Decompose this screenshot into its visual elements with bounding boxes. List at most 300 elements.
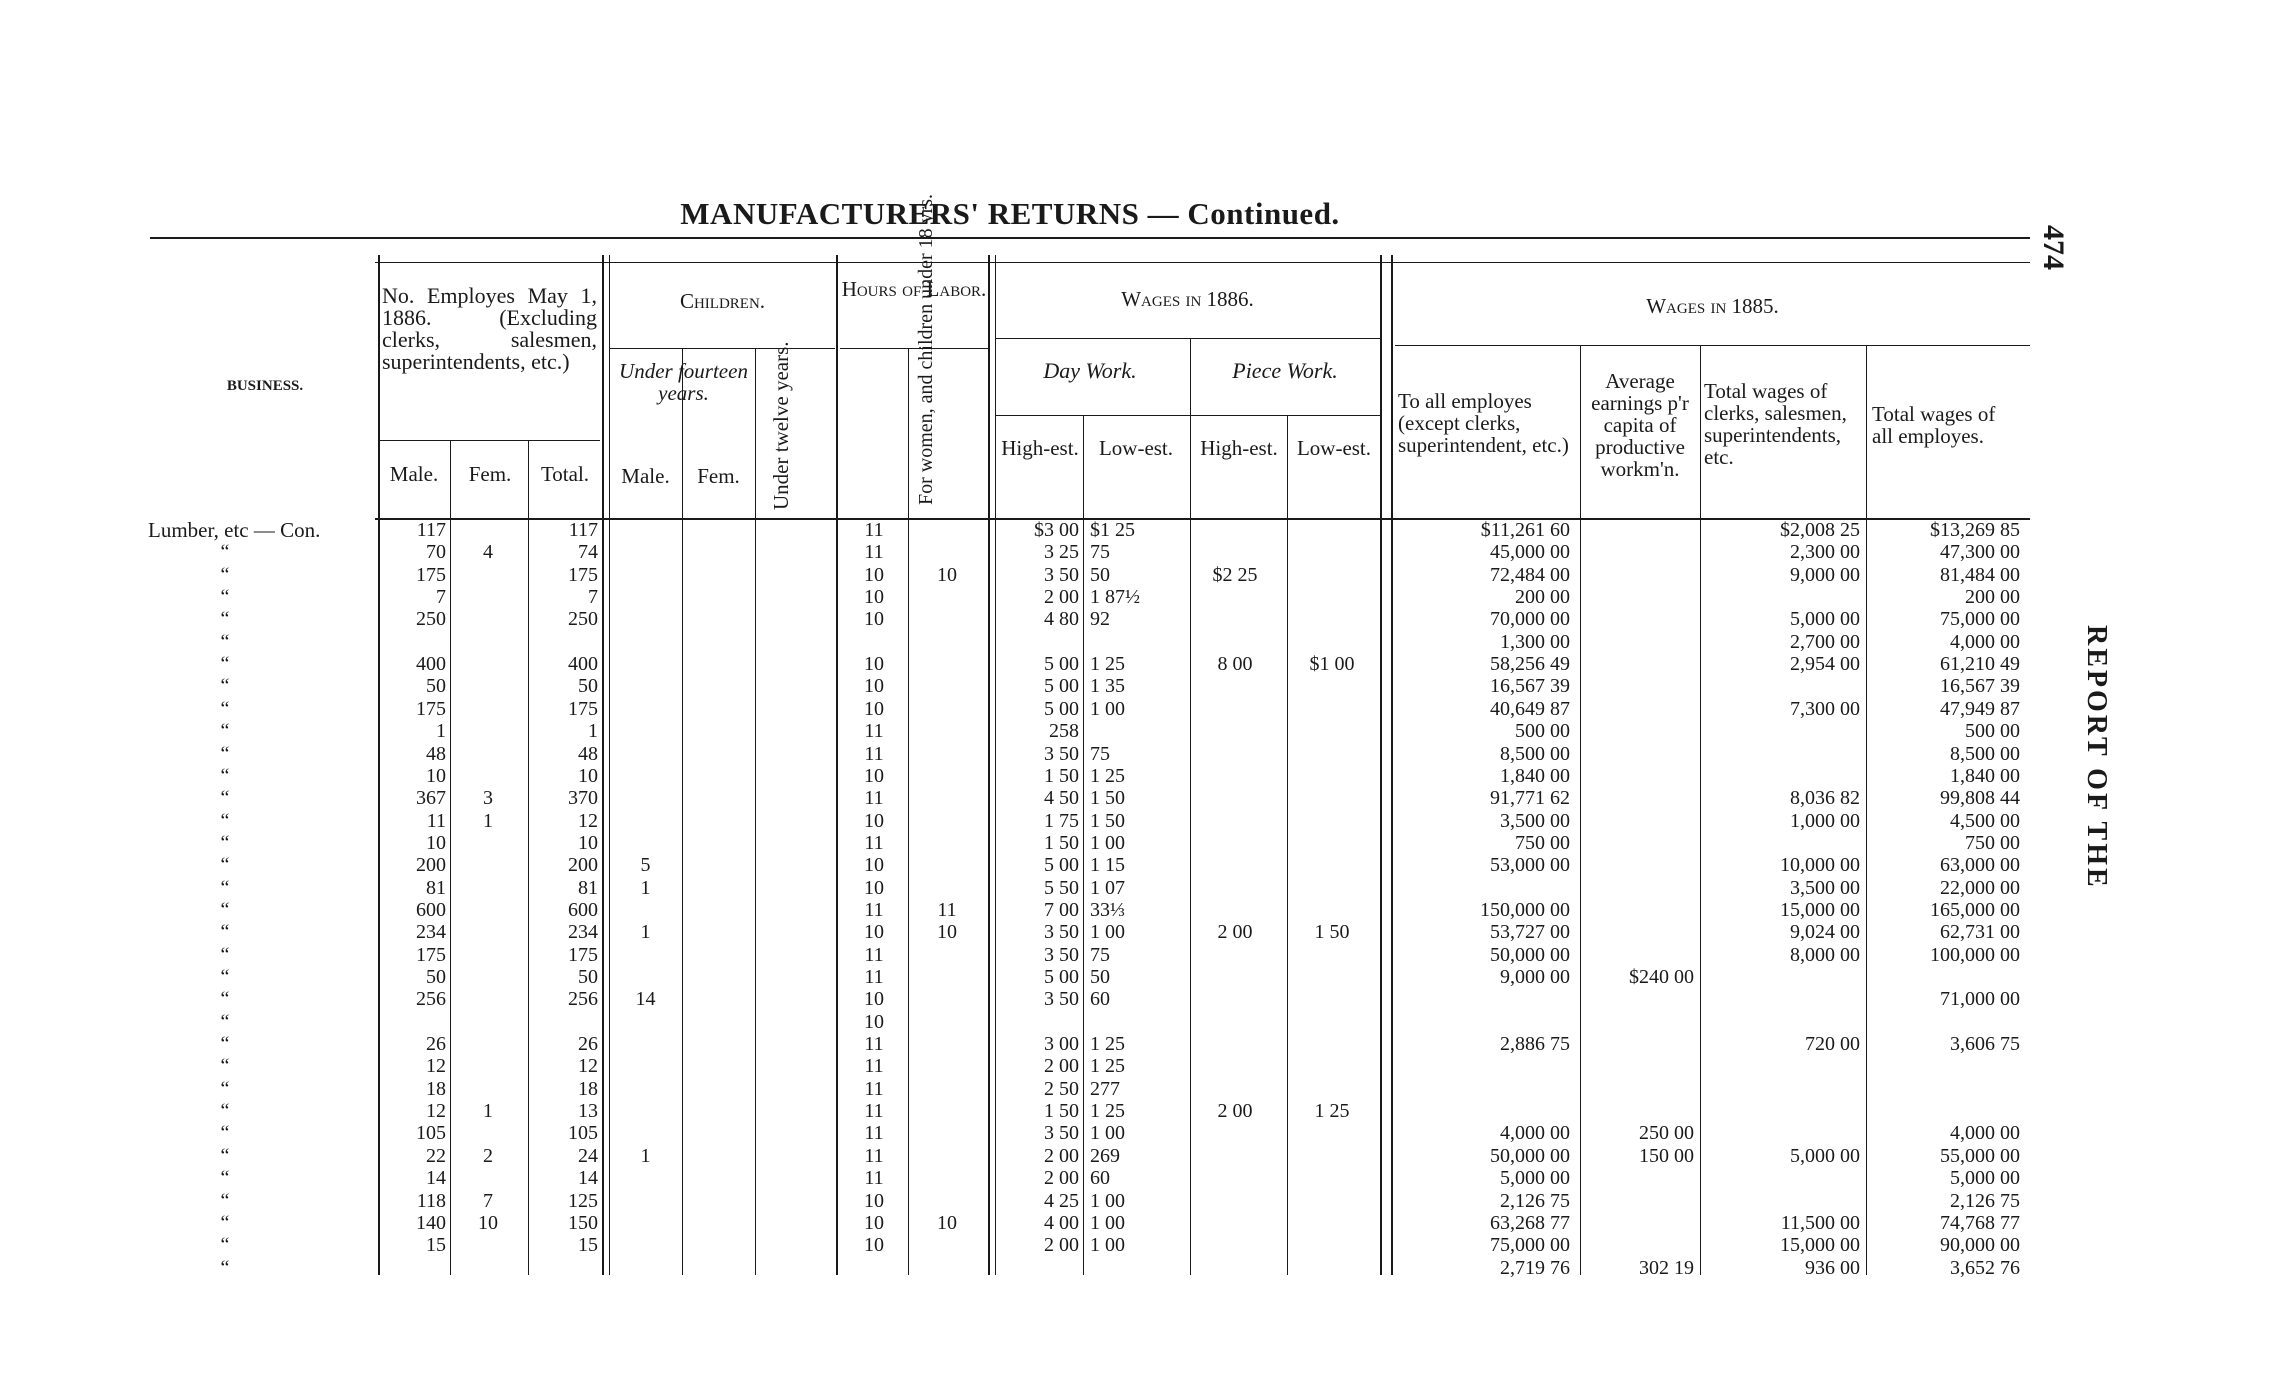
ditto-mark: “ — [220, 1234, 230, 1257]
cell-child-under12 — [755, 921, 835, 943]
cell-clerks-wages — [1702, 966, 1860, 988]
cell-clerks-wages — [1702, 1078, 1860, 1100]
cell-child-male — [609, 720, 682, 742]
children-group-header: Children. — [679, 289, 766, 313]
cell-avg-earnings — [1582, 1055, 1694, 1077]
cell-child-male — [609, 1033, 682, 1055]
cell-hours-women — [908, 988, 986, 1010]
cell-clerks-wages: 10,000 00 — [1780, 854, 1860, 877]
cell-clerks-wages — [1702, 1055, 1860, 1077]
cell-wages-all: 16,567 39 — [1490, 675, 1570, 698]
cell-wages-all: 1,300 00 — [1500, 630, 1570, 653]
ditto-mark: “ — [220, 988, 230, 1011]
cell-child-male: 1 — [640, 876, 651, 899]
cell-avg-earnings — [1582, 1212, 1694, 1234]
cell-emp-total: 234 — [568, 921, 598, 944]
cell-hours-women: 10 — [937, 563, 957, 586]
cell-child-male — [609, 586, 682, 608]
cell-day-high — [995, 1011, 1079, 1033]
piece-work-header: Piece Work. — [1232, 358, 1338, 383]
cell-child-male — [609, 1234, 682, 1256]
cell-emp-fem: 10 — [478, 1211, 498, 1234]
cell-emp-male: 175 — [416, 563, 446, 586]
cell-emp-total: 50 — [578, 675, 598, 698]
cell-piece-low — [1287, 1011, 1377, 1033]
cell-wages-all: 2,886 75 — [1500, 1033, 1570, 1056]
cell-avg-earnings — [1582, 921, 1694, 943]
cell-emp-total: 24 — [578, 1144, 598, 1167]
cell-hours: 10 — [864, 1189, 884, 1212]
cell-piece-high — [1190, 966, 1280, 988]
cell-child-male — [609, 608, 682, 630]
cell-day-low: 75 — [1090, 943, 1110, 966]
wages1886-sub-rule — [995, 338, 1380, 339]
cell-total-wages: 74,768 77 — [1940, 1211, 2020, 1234]
cell-child-fem — [682, 765, 755, 787]
cell-piece-high — [1190, 1055, 1280, 1077]
cell-piece-low — [1287, 899, 1377, 921]
cell-child-under12 — [755, 1011, 835, 1033]
cell-wages-all: 50,000 00 — [1490, 943, 1570, 966]
cell-child-under12 — [755, 1145, 835, 1167]
cell-avg-earnings — [1582, 899, 1694, 921]
cell-child-under12 — [755, 1078, 835, 1100]
cell-hours: 11 — [864, 1055, 884, 1078]
cell-emp-fem — [452, 653, 524, 675]
cell-child-fem — [682, 675, 755, 697]
cell-day-high: $3 00 — [1034, 519, 1079, 541]
cell-emp-total — [528, 631, 598, 653]
cell-emp-male: 26 — [426, 1033, 446, 1056]
cell-child-male — [609, 899, 682, 921]
ditto-mark: “ — [220, 697, 230, 720]
cell-total-wages: 5,000 00 — [1950, 1167, 2020, 1190]
cell-piece-high — [1190, 720, 1280, 742]
cell-hours: 11 — [864, 720, 884, 743]
cell-total-wages: 1,840 00 — [1950, 764, 2020, 787]
cell-clerks-wages — [1702, 743, 1860, 765]
cell-avg-earnings — [1582, 765, 1694, 787]
cell-child-fem — [682, 608, 755, 630]
cell-emp-male: 256 — [416, 988, 446, 1011]
cell-wages-all: 150,000 00 — [1480, 898, 1570, 921]
page-title: MANUFACTURERS' RETURNS — Continued. — [680, 196, 1340, 231]
cell-total-wages: 55,000 00 — [1940, 1144, 2020, 1167]
cell-piece-high: 8 00 — [1217, 653, 1253, 676]
cell-day-low: 50 — [1090, 563, 1110, 586]
cell-avg-earnings — [1582, 720, 1694, 742]
cell-child-male — [609, 1167, 682, 1189]
cell-emp-male: 600 — [416, 898, 446, 921]
cell-clerks-wages — [1702, 765, 1860, 787]
cell-avg-earnings: $240 00 — [1629, 966, 1694, 988]
ditto-mark: “ — [220, 764, 230, 787]
cell-hours-women — [908, 1078, 986, 1100]
cell-child-fem — [682, 1257, 755, 1279]
cell-total-wages: 750 00 — [1965, 831, 2020, 854]
cell-emp-male: 14 — [426, 1167, 446, 1190]
cell-piece-high — [1190, 787, 1280, 809]
cell-hours: 10 — [864, 697, 884, 720]
cell-emp-fem — [452, 564, 524, 586]
ditto-mark: “ — [220, 1055, 230, 1078]
cell-child-under12 — [755, 1190, 835, 1212]
cell-day-high: 7 00 — [1044, 898, 1079, 921]
cell-hours: 11 — [864, 1144, 884, 1167]
children-under12-header: Under twelve years. — [769, 341, 793, 510]
cell-emp-total: 175 — [568, 943, 598, 966]
cell-child-under12 — [755, 787, 835, 809]
cell-total-wages: 500 00 — [1965, 720, 2020, 743]
cell-child-under12 — [755, 944, 835, 966]
cell-clerks-wages: 2,954 00 — [1790, 653, 1860, 676]
cell-piece-high — [1190, 1190, 1280, 1212]
cell-day-low: 1 50 — [1090, 787, 1125, 810]
cell-clerks-wages: 936 00 — [1805, 1256, 1860, 1279]
cell-child-under12 — [755, 564, 835, 586]
cell-hours-women — [908, 1234, 986, 1256]
cell-child-male — [609, 519, 682, 541]
ditto-mark: “ — [220, 966, 230, 988]
cell-total-wages: 61,210 49 — [1940, 653, 2020, 676]
cell-hours: 11 — [864, 787, 884, 810]
cell-hours-women — [908, 653, 986, 675]
cell-avg-earnings — [1582, 564, 1694, 586]
cell-day-low — [1090, 1257, 1185, 1279]
cell-day-high: 3 25 — [1044, 541, 1079, 564]
cell-child-fem — [682, 698, 755, 720]
cell-piece-high — [1190, 1145, 1280, 1167]
cell-emp-fem: 7 — [483, 1189, 493, 1212]
cell-hours: 10 — [864, 586, 884, 609]
cell-piece-low — [1287, 832, 1377, 854]
cell-day-high: 2 00 — [1044, 1234, 1079, 1257]
cell-child-male — [609, 631, 682, 653]
cell-emp-total: 370 — [568, 787, 598, 810]
cell-total-wages: 100,000 00 — [1930, 943, 2020, 966]
cell-child-fem — [682, 854, 755, 876]
cell-emp-fem — [452, 1257, 524, 1279]
cell-piece-low — [1287, 631, 1377, 653]
ditto-mark: “ — [220, 1189, 230, 1212]
ditto-mark: “ — [220, 586, 230, 609]
wages1886-group-header: Wages in 1886. — [1121, 287, 1254, 311]
cell-hours: 11 — [864, 831, 884, 854]
cell-child-male — [609, 564, 682, 586]
cell-hours: 10 — [864, 675, 884, 698]
cell-emp-male: 12 — [426, 1100, 446, 1123]
cell-clerks-wages — [1702, 1122, 1860, 1144]
cell-emp-male: 367 — [416, 787, 446, 810]
cell-piece-high — [1190, 832, 1280, 854]
cell-avg-earnings: 150 00 — [1639, 1144, 1694, 1167]
cell-hours-women: 10 — [937, 921, 957, 944]
cell-emp-total: 10 — [578, 764, 598, 787]
cell-wages-all: 4,000 00 — [1500, 1122, 1570, 1145]
cell-child-fem — [682, 586, 755, 608]
cell-hours: 11 — [864, 1100, 884, 1123]
cell-piece-low — [1287, 1212, 1377, 1234]
cell-child-under12 — [755, 541, 835, 563]
cell-child-fem — [682, 653, 755, 675]
cell-emp-total: 74 — [578, 541, 598, 564]
cell-child-fem — [682, 631, 755, 653]
cell-emp-total: 26 — [578, 1033, 598, 1056]
cell-hours: 10 — [864, 921, 884, 944]
cell-day-low: 1 15 — [1090, 854, 1125, 877]
cell-hours: 11 — [864, 742, 884, 765]
col-rule — [988, 255, 990, 1275]
col-rule — [1700, 345, 1701, 1275]
cell-emp-total: 200 — [568, 854, 598, 877]
cell-child-under12 — [755, 877, 835, 899]
piece-lowest-header: Low-est. — [1296, 436, 1372, 460]
cell-day-high: 1 75 — [1044, 809, 1079, 832]
cell-child-fem — [682, 787, 755, 809]
cell-child-under12 — [755, 1055, 835, 1077]
cell-emp-male: 105 — [416, 1122, 446, 1145]
ditto-mark: “ — [220, 608, 230, 631]
cell-total-wages: 8,500 00 — [1950, 742, 2020, 765]
cell-hours: 10 — [864, 563, 884, 586]
cell-avg-earnings — [1582, 1033, 1694, 1055]
children-male-header: Male. — [621, 464, 670, 488]
cell-child-fem — [682, 564, 755, 586]
cell-hours: 10 — [864, 876, 884, 899]
cell-wages-all: 58,256 49 — [1490, 653, 1570, 676]
average-earnings-header: Average earnings p'r capita of productive workm'n. — [1591, 369, 1689, 481]
cell-wages-all: 75,000 00 — [1490, 1234, 1570, 1257]
col-rule — [1866, 345, 1867, 1275]
cell-piece-low — [1287, 810, 1377, 832]
cell-emp-fem — [452, 1234, 524, 1256]
cell-wages-all: 40,649 87 — [1490, 697, 1570, 720]
ditto-mark: “ — [220, 1144, 230, 1167]
day-highest-header: High-est. — [1001, 436, 1079, 460]
page-number: 474 — [2037, 225, 2070, 270]
cell-wages-all — [1395, 877, 1570, 899]
cell-total-wages: 99,808 44 — [1940, 787, 2020, 810]
cell-day-low: 33⅓ — [1090, 898, 1125, 921]
cell-day-high: 2 00 — [1044, 1144, 1079, 1167]
cell-emp-male: 117 — [416, 519, 446, 541]
cell-day-low: 1 25 — [1090, 764, 1125, 787]
cell-child-male — [609, 1011, 682, 1033]
cell-avg-earnings — [1582, 854, 1694, 876]
ditto-mark: “ — [220, 854, 230, 877]
cell-child-under12 — [755, 586, 835, 608]
cell-hours-women — [908, 765, 986, 787]
cell-avg-earnings — [1582, 810, 1694, 832]
cell-clerks-wages — [1702, 675, 1860, 697]
cell-child-male — [609, 541, 682, 563]
cell-child-fem — [682, 988, 755, 1010]
cell-child-fem — [682, 1145, 755, 1167]
cell-wages-all: 2,719 76 — [1500, 1256, 1570, 1279]
cell-piece-high — [1190, 1078, 1280, 1100]
cell-child-fem — [682, 1167, 755, 1189]
cell-hours-women — [908, 586, 986, 608]
cell-emp-fem — [452, 1122, 524, 1144]
cell-emp-fem — [452, 631, 524, 653]
cell-wages-all: $11,261 60 — [1480, 519, 1570, 541]
ditto-mark: “ — [220, 563, 230, 586]
cell-piece-high — [1190, 944, 1280, 966]
cell-child-fem — [682, 1055, 755, 1077]
ditto-mark: “ — [220, 541, 230, 564]
cell-clerks-wages: 720 00 — [1805, 1033, 1860, 1056]
cell-piece-low — [1287, 1257, 1377, 1279]
ditto-mark: “ — [220, 1256, 230, 1279]
cell-clerks-wages — [1702, 720, 1860, 742]
cell-piece-high — [1190, 631, 1280, 653]
employes-fem-header: Fem. — [468, 462, 512, 486]
cell-emp-fem — [452, 1011, 524, 1033]
cell-emp-fem — [452, 1167, 524, 1189]
cell-child-fem — [682, 1122, 755, 1144]
cell-day-low: 1 00 — [1090, 1234, 1125, 1257]
cell-day-low: 1 35 — [1090, 675, 1125, 698]
cell-hours: 11 — [864, 519, 884, 541]
cell-child-fem — [682, 899, 755, 921]
wages1885-group-header: Wages in 1885. — [1646, 294, 1779, 318]
cell-piece-low — [1287, 519, 1377, 541]
cell-piece-low — [1287, 1234, 1377, 1256]
cell-avg-earnings — [1582, 653, 1694, 675]
cell-piece-low — [1287, 1167, 1377, 1189]
cell-child-male — [609, 1257, 682, 1279]
cell-emp-fem: 4 — [483, 541, 493, 564]
cell-child-male — [609, 698, 682, 720]
cell-child-male: 5 — [640, 854, 651, 877]
cell-clerks-wages: 2,300 00 — [1790, 541, 1860, 564]
cell-hours-women — [908, 787, 986, 809]
cell-child-under12 — [755, 519, 835, 541]
cell-child-male: 14 — [635, 988, 656, 1011]
cell-total-wages: 62,731 00 — [1940, 921, 2020, 944]
cell-piece-high: $2 25 — [1212, 563, 1258, 586]
cell-hours-women — [908, 519, 986, 541]
cell-day-low: $1 25 — [1090, 519, 1135, 541]
cell-piece-high — [1190, 1011, 1280, 1033]
cell-child-male: 1 — [640, 1144, 651, 1167]
cell-hours: 10 — [864, 854, 884, 877]
cell-total-wages: 165,000 00 — [1930, 898, 2020, 921]
total-all-header: Total wages of all employes. — [1872, 402, 1996, 448]
cell-child-fem — [682, 1078, 755, 1100]
cell-clerks-wages: 9,024 00 — [1790, 921, 1860, 944]
cell-hours-women — [908, 1145, 986, 1167]
cell-emp-total: 13 — [578, 1100, 598, 1123]
cell-emp-total: 175 — [568, 697, 598, 720]
cell-wages-all: 53,000 00 — [1490, 854, 1570, 877]
cell-child-fem — [682, 1011, 755, 1033]
cell-child-fem — [682, 944, 755, 966]
cell-piece-high: 2 00 — [1217, 1100, 1253, 1123]
cell-wages-all: 750 00 — [1515, 831, 1570, 854]
cell-clerks-wages: 8,000 00 — [1790, 943, 1860, 966]
cell-emp-male: 50 — [426, 675, 446, 698]
cell-piece-high: 2 00 — [1217, 921, 1253, 944]
cell-piece-low — [1287, 743, 1377, 765]
cell-clerks-wages: 9,000 00 — [1790, 563, 1860, 586]
cell-child-under12 — [755, 720, 835, 742]
cell-day-high: 3 50 — [1044, 742, 1079, 765]
cell-total-wages: 4,000 00 — [1950, 1122, 2020, 1145]
cell-emp-total: 256 — [568, 988, 598, 1011]
cell-hours-women — [908, 1011, 986, 1033]
cell-child-fem — [682, 921, 755, 943]
cell-avg-earnings — [1582, 877, 1694, 899]
cell-emp-fem — [452, 608, 524, 630]
cell-child-male — [609, 743, 682, 765]
cell-child-male — [609, 765, 682, 787]
cell-emp-male: 11 — [426, 809, 446, 832]
cell-clerks-wages: 5,000 00 — [1790, 1144, 1860, 1167]
cell-day-low: 60 — [1090, 1167, 1110, 1190]
cell-day-high: 1 50 — [1044, 764, 1079, 787]
cell-wages-all: 9,000 00 — [1500, 966, 1570, 988]
cell-emp-male: 15 — [426, 1234, 446, 1257]
cell-day-low: 1 00 — [1090, 831, 1125, 854]
cell-child-male: 1 — [640, 921, 651, 944]
cell-wages-all: 50,000 00 — [1490, 1144, 1570, 1167]
cell-total-wages: 47,300 00 — [1940, 541, 2020, 564]
cell-child-fem — [682, 966, 755, 988]
cell-hours: 11 — [864, 541, 884, 564]
cell-total-wages: 75,000 00 — [1940, 608, 2020, 631]
cell-emp-total: 105 — [568, 1122, 598, 1145]
cell-piece-high — [1190, 743, 1280, 765]
cell-day-low: 50 — [1090, 966, 1110, 988]
top-rule — [150, 237, 2030, 239]
cell-emp-fem — [452, 519, 524, 541]
cell-emp-fem — [452, 899, 524, 921]
cell-clerks-wages: 8,036 82 — [1790, 787, 1860, 810]
cell-child-male — [609, 675, 682, 697]
cell-day-low: 269 — [1090, 1144, 1120, 1167]
cell-day-high: 2 00 — [1044, 586, 1079, 609]
cell-child-fem — [682, 1100, 755, 1122]
cell-hours-women — [908, 832, 986, 854]
cell-piece-low — [1287, 765, 1377, 787]
cell-avg-earnings — [1582, 1078, 1694, 1100]
employes-group-header: No. Employes May 1, 1886. (Excluding clerks, salesmen, superintendents, etc.) — [382, 283, 597, 374]
cell-wages-all — [1395, 988, 1570, 1010]
ditto-mark: “ — [220, 809, 230, 832]
col-rule — [1380, 255, 1382, 1275]
cell-avg-earnings — [1582, 743, 1694, 765]
cell-total-wages: 71,000 00 — [1940, 988, 2020, 1011]
cell-clerks-wages: $2,008 25 — [1780, 519, 1860, 541]
cell-emp-fem — [452, 944, 524, 966]
ditto-mark: “ — [220, 1211, 230, 1234]
cell-emp-fem: 1 — [483, 809, 493, 832]
cell-total-wages: 4,500 00 — [1950, 809, 2020, 832]
cell-hours-women — [908, 944, 986, 966]
cell-emp-male — [378, 631, 446, 653]
cell-emp-total: 12 — [578, 809, 598, 832]
cell-avg-earnings — [1582, 541, 1694, 563]
cell-piece-low — [1287, 675, 1377, 697]
cell-day-low: 1 00 — [1090, 697, 1125, 720]
cell-child-male — [609, 832, 682, 854]
cell-day-low: 75 — [1090, 541, 1110, 564]
cell-total-wages — [1870, 1100, 2020, 1122]
cell-wages-all — [1395, 1011, 1570, 1033]
cell-piece-low — [1287, 541, 1377, 563]
cell-avg-earnings: 302 19 — [1639, 1256, 1694, 1279]
